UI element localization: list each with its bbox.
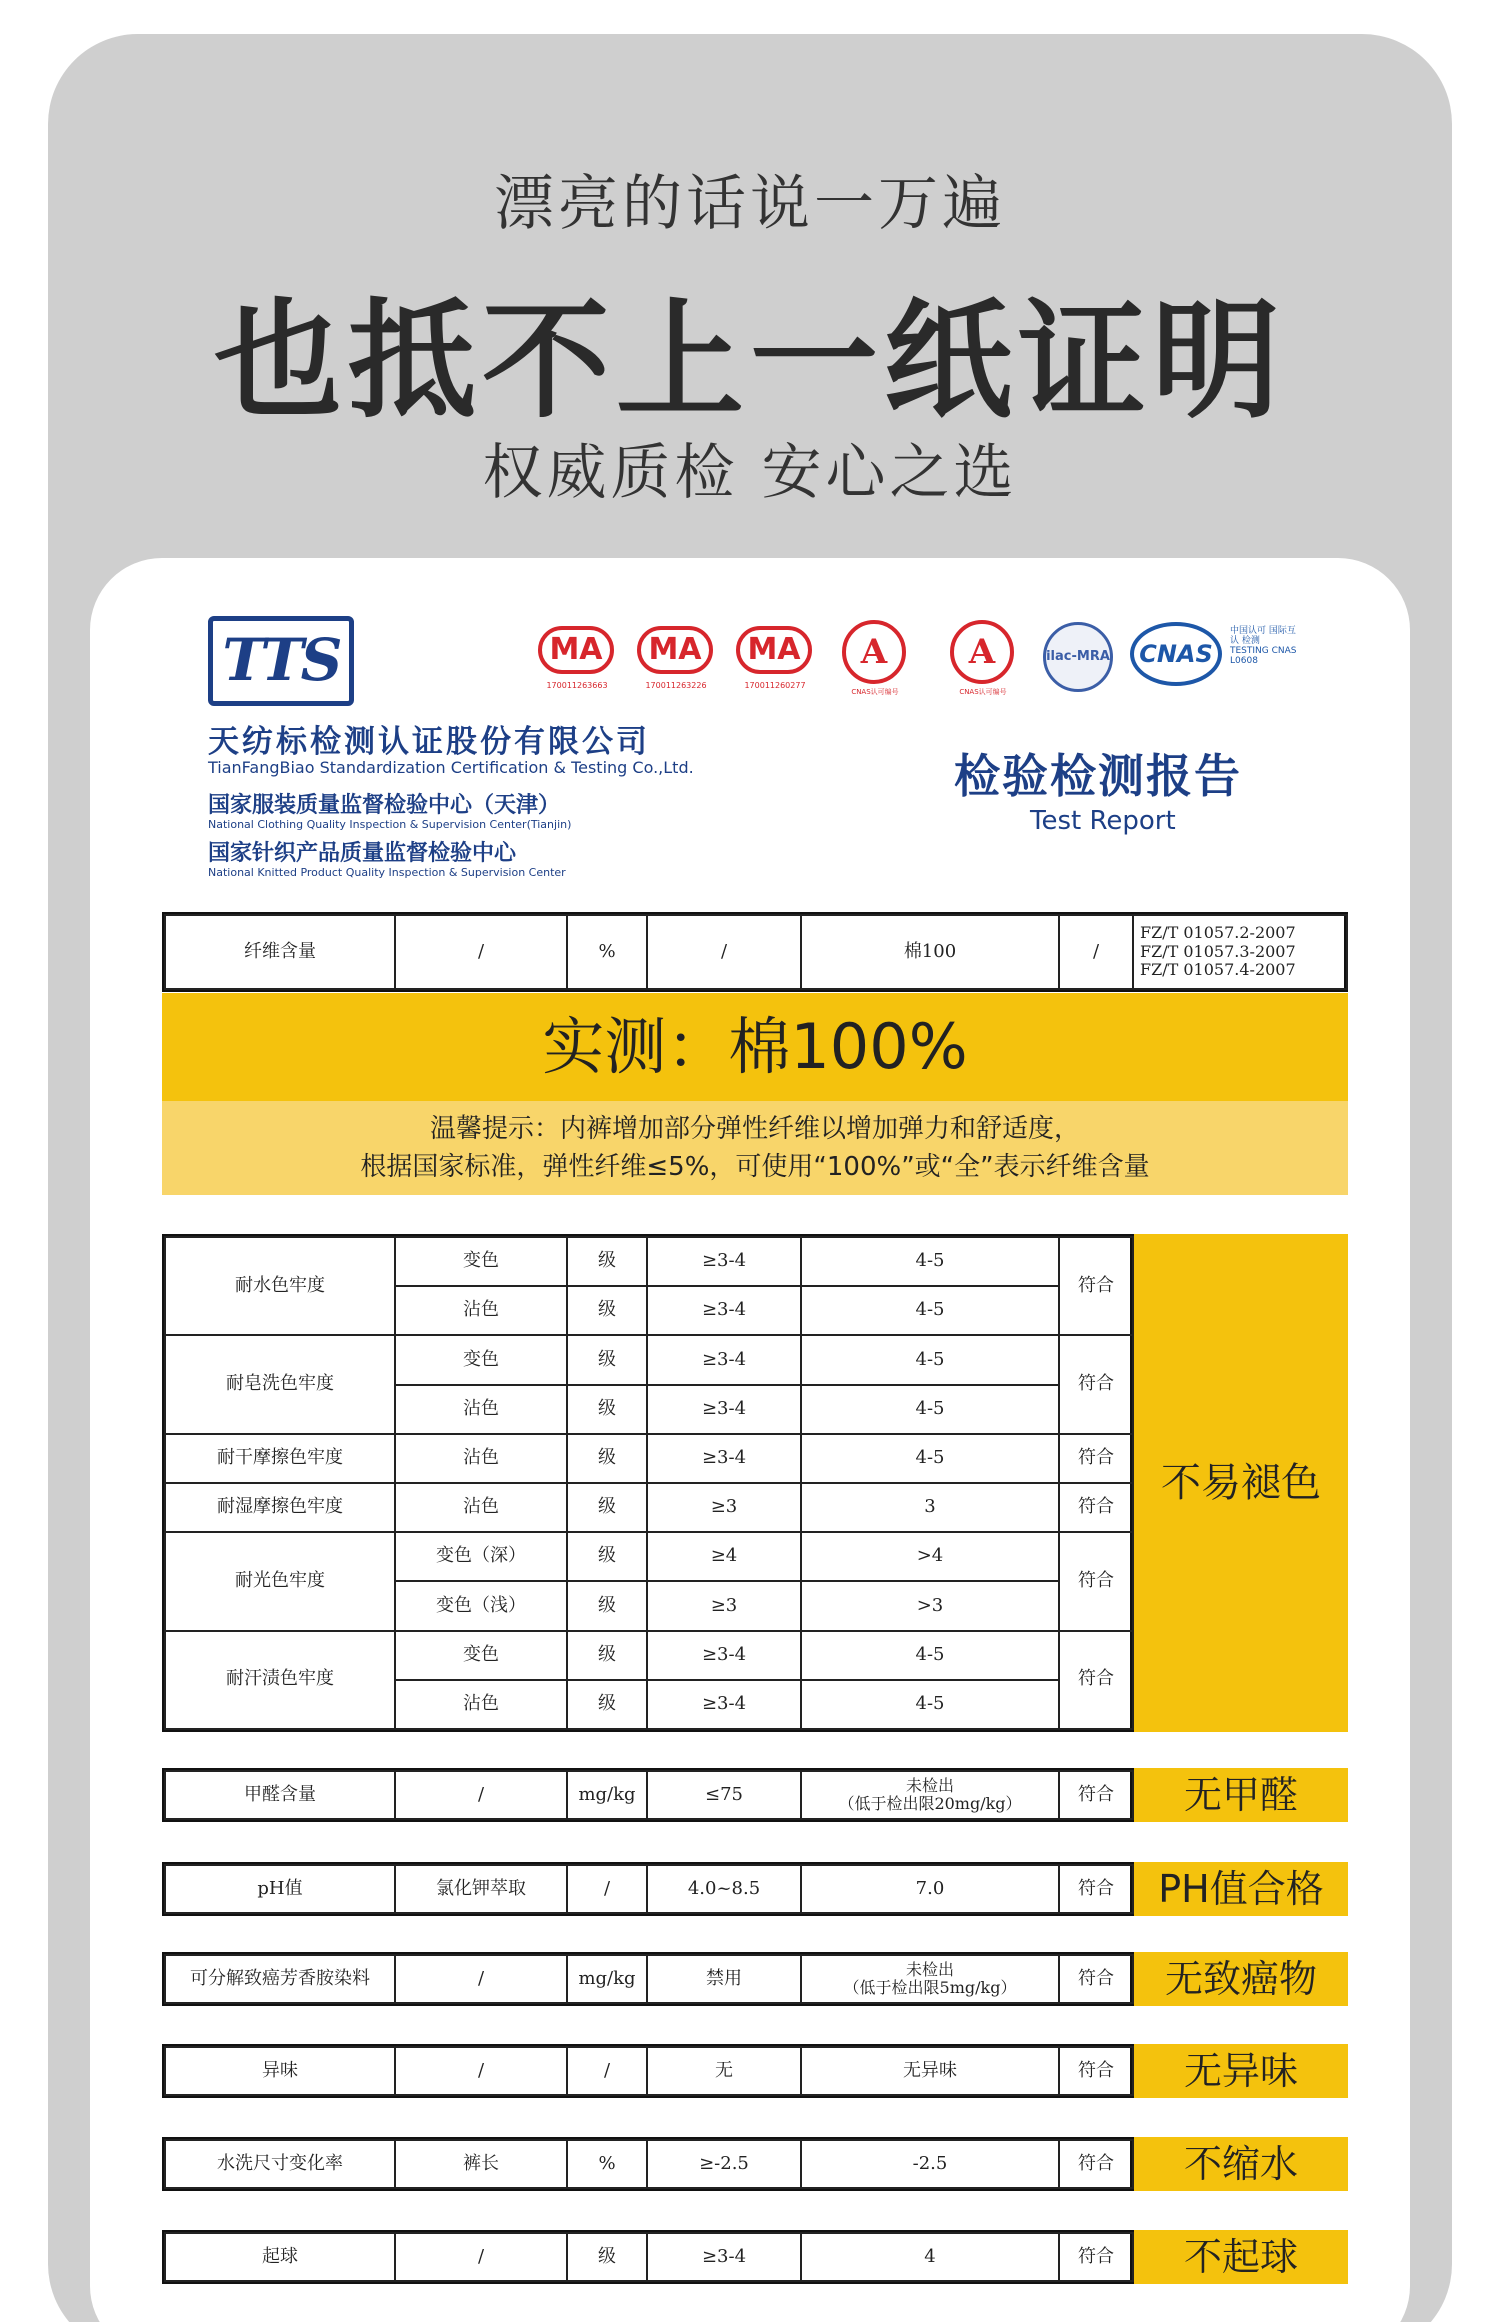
cf-result: 4-5 bbox=[801, 1385, 1059, 1434]
cf-unit: 级 bbox=[567, 1385, 647, 1434]
single-result-line-1: 4 bbox=[924, 2245, 936, 2267]
cal-logo-1: A bbox=[842, 620, 906, 684]
single-result-line-1: 未检出 bbox=[905, 1959, 954, 1979]
cnas-accreditation-text: 中国认可 国际互认 检测 TESTING CNAS L0608 bbox=[1230, 626, 1297, 666]
cf-unit: 级 bbox=[567, 1434, 647, 1483]
tip-line-1: 温馨提示：内裤增加部分弹性纤维以增加弹力和舒适度， bbox=[429, 1114, 1080, 1144]
single-result bbox=[801, 1865, 1059, 1913]
tts-logo: TTS bbox=[208, 616, 354, 706]
cma-logo-1: MA bbox=[538, 626, 614, 674]
single-result-line-2: （低于检出限5mg/kg） bbox=[843, 1978, 1017, 1997]
cf-result: 4-5 bbox=[801, 1335, 1059, 1384]
single-method: 裤长 bbox=[395, 2140, 567, 2188]
cf-unit: 级 bbox=[567, 1631, 647, 1680]
single-item: pH值 bbox=[165, 1865, 395, 1913]
fiber-standards bbox=[1133, 915, 1347, 989]
cf-result: 4-5 bbox=[801, 1237, 1059, 1286]
single-result-line-1: 无异味 bbox=[903, 2059, 957, 2081]
single-method: / bbox=[395, 1955, 567, 2003]
cnas-logo: CNAS bbox=[1130, 622, 1222, 686]
single-row-tag: 无甲醛 bbox=[1134, 1768, 1348, 1822]
colorfastness-table bbox=[164, 1236, 1134, 1730]
single-row-tag: 无致癌物 bbox=[1134, 1952, 1348, 2006]
cf-req: ≥3-4 bbox=[647, 1434, 801, 1483]
single-result bbox=[801, 2140, 1059, 2188]
cf-item-4: 耐湿摩擦色牢度 bbox=[165, 1483, 395, 1532]
single-judgement: 符合 bbox=[1059, 1865, 1133, 1913]
single-unit: mg/kg bbox=[567, 1771, 647, 1819]
single-item: 水洗尺寸变化率 bbox=[165, 2140, 395, 2188]
single-requirement: ≥-2.5 bbox=[647, 2140, 801, 2188]
cf-item-2: 耐皂洗色牢度 bbox=[165, 1335, 395, 1433]
single-result-line-1: 未检出 bbox=[905, 1775, 954, 1795]
single-requirement: 禁用 bbox=[647, 1955, 801, 2003]
single-judgement: 符合 bbox=[1059, 2047, 1133, 2095]
cf-judgement-4: 符合 bbox=[1059, 1483, 1133, 1532]
single-unit: % bbox=[567, 2140, 647, 2188]
cf-unit: 级 bbox=[567, 1532, 647, 1581]
cf-result: 4-5 bbox=[801, 1631, 1059, 1680]
cf-unit: 级 bbox=[567, 1581, 647, 1630]
cf-sub: 沾色 bbox=[395, 1680, 567, 1729]
cf-req: ≥3-4 bbox=[647, 1631, 801, 1680]
cf-result: >4 bbox=[801, 1532, 1059, 1581]
single-requirement: ≥3-4 bbox=[647, 2233, 801, 2281]
cf-req: ≥3-4 bbox=[647, 1237, 801, 1286]
cf-result: 4-5 bbox=[801, 1434, 1059, 1483]
cf-sub: 沾色 bbox=[395, 1385, 567, 1434]
cf-item-5: 耐光色牢度 bbox=[165, 1532, 395, 1630]
cal-logo-2: A bbox=[950, 620, 1014, 684]
cma-number-2: 170011263226 bbox=[645, 681, 707, 690]
report-title-en: Test Report bbox=[1030, 806, 1176, 836]
cf-judgement-5: 符合 bbox=[1059, 1532, 1133, 1630]
cf-sub: 变色（浅） bbox=[395, 1581, 567, 1630]
inspection-center-2-cn: 国家针织产品质量监督检验中心 bbox=[208, 840, 517, 866]
single-result bbox=[801, 2233, 1059, 2281]
cal-number-1: CNAS认可编号 bbox=[851, 688, 899, 696]
cf-sub: 变色 bbox=[395, 1335, 567, 1384]
cf-result: 3 bbox=[801, 1483, 1059, 1532]
cf-req: ≥3 bbox=[647, 1483, 801, 1532]
single-item: 异味 bbox=[165, 2047, 395, 2095]
inspection-center-1-en: National Clothing Quality Inspection & Supervision Center(Tianjin) bbox=[208, 818, 572, 831]
single-row-tag: 不起球 bbox=[1134, 2230, 1348, 2284]
headline-line-2: 也抵不上一纸证明 bbox=[213, 287, 1286, 436]
cf-judgement-1: 符合 bbox=[1059, 1237, 1133, 1335]
inspection-center-1-cn: 国家服装质量监督检验中心（天津） bbox=[208, 792, 561, 818]
single-unit: mg/kg bbox=[567, 1955, 647, 2003]
cf-judgement-2: 符合 bbox=[1059, 1335, 1133, 1433]
cf-result: >3 bbox=[801, 1581, 1059, 1630]
cf-judgement-6: 符合 bbox=[1059, 1631, 1133, 1730]
single-row-tag: 无异味 bbox=[1134, 2044, 1348, 2098]
single-item: 起球 bbox=[165, 2233, 395, 2281]
fiber-requirement: / bbox=[647, 915, 801, 989]
single-requirement: 无 bbox=[647, 2047, 801, 2095]
tip-banner bbox=[162, 1101, 1348, 1195]
fiber-unit: % bbox=[567, 915, 647, 989]
company-name-en: TianFangBiao Standardization Certification & Testing Co.,Ltd. bbox=[208, 758, 694, 777]
single-result bbox=[801, 1955, 1059, 2003]
cf-item-3: 耐干摩擦色牢度 bbox=[165, 1434, 395, 1483]
company-name-cn: 天纺标检测认证股份有限公司 bbox=[208, 724, 650, 760]
cf-unit: 级 bbox=[567, 1237, 647, 1286]
single-unit: 级 bbox=[567, 2233, 647, 2281]
cf-sub: 沾色 bbox=[395, 1286, 567, 1335]
single-judgement: 符合 bbox=[1059, 1771, 1133, 1819]
cf-item-6: 耐汗渍色牢度 bbox=[165, 1631, 395, 1730]
cf-result: 4-5 bbox=[801, 1286, 1059, 1335]
single-unit: / bbox=[567, 1865, 647, 1913]
cma-logo-3: MA bbox=[736, 626, 812, 674]
cf-req: ≥3-4 bbox=[647, 1680, 801, 1729]
single-method: / bbox=[395, 2047, 567, 2095]
cf-sub: 变色（深） bbox=[395, 1532, 567, 1581]
colorfastness-tag: 不易褪色 bbox=[1134, 1234, 1348, 1732]
cf-req: ≥3-4 bbox=[647, 1385, 801, 1434]
single-row-table bbox=[164, 2139, 1134, 2189]
headline-line-1: 漂亮的话说一万遍 bbox=[494, 169, 1006, 239]
single-row-table bbox=[164, 1954, 1134, 2004]
single-row-table bbox=[164, 2046, 1134, 2096]
single-unit: / bbox=[567, 2047, 647, 2095]
cf-item-1: 耐水色牢度 bbox=[165, 1237, 395, 1335]
ilac-mra-logo: ilac-MRA bbox=[1043, 622, 1113, 692]
single-result-line-1: 7.0 bbox=[915, 1877, 945, 1899]
fiber-judgement: / bbox=[1059, 915, 1133, 989]
inspection-center-2-en: National Knitted Product Quality Inspection & Supervision Center bbox=[208, 866, 566, 879]
cf-unit: 级 bbox=[567, 1483, 647, 1532]
report-title-cn: 检验检测报告 bbox=[954, 749, 1242, 803]
cf-sub: 变色 bbox=[395, 1237, 567, 1286]
cal-number-2: CNAS认可编号 bbox=[959, 688, 1007, 696]
single-item: 可分解致癌芳香胺染料 bbox=[165, 1955, 395, 2003]
headline-line-3: 权威质检 安心之选 bbox=[482, 438, 1018, 508]
cf-req: ≥3-4 bbox=[647, 1335, 801, 1384]
single-method: / bbox=[395, 1771, 567, 1819]
single-result bbox=[801, 2047, 1059, 2095]
cf-judgement-3: 符合 bbox=[1059, 1434, 1133, 1483]
cf-sub: 沾色 bbox=[395, 1434, 567, 1483]
single-method: / bbox=[395, 2233, 567, 2281]
cf-req: ≥3-4 bbox=[647, 1286, 801, 1335]
single-method: 氯化钾萃取 bbox=[395, 1865, 567, 1913]
fiber-result: 棉100 bbox=[801, 915, 1059, 989]
single-row-table bbox=[164, 1770, 1134, 1820]
cf-req: ≥4 bbox=[647, 1532, 801, 1581]
cma-logo-2: MA bbox=[637, 626, 713, 674]
fiber-content-table bbox=[164, 914, 1348, 990]
single-row-tag: PH值合格 bbox=[1134, 1862, 1348, 1916]
tip-line-2: 根据国家标准，弹性纤维≤5%，可使用“100%”或“全”表示纤维含量 bbox=[360, 1152, 1150, 1182]
single-result-line-2: （低于检出限20mg/kg） bbox=[838, 1794, 1022, 1813]
fiber-method: / bbox=[395, 915, 567, 989]
single-row-table bbox=[164, 2232, 1134, 2282]
cma-number-1: 170011263663 bbox=[546, 681, 608, 690]
single-result bbox=[801, 1771, 1059, 1819]
standard-3: FZ/T 01057.4-2007 bbox=[1140, 960, 1296, 980]
cf-sub: 沾色 bbox=[395, 1483, 567, 1532]
cf-req: ≥3 bbox=[647, 1581, 801, 1630]
cma-number-3: 170011260277 bbox=[744, 681, 806, 690]
single-result-line-1: -2.5 bbox=[912, 2152, 948, 2174]
cf-unit: 级 bbox=[567, 1680, 647, 1729]
single-requirement: 4.0~8.5 bbox=[647, 1865, 801, 1913]
measured-banner: 实测：棉100% bbox=[162, 993, 1348, 1101]
cf-result: 4-5 bbox=[801, 1680, 1059, 1729]
single-row-tag: 不缩水 bbox=[1134, 2137, 1348, 2191]
cf-unit: 级 bbox=[567, 1335, 647, 1384]
standard-1: FZ/T 01057.2-2007 bbox=[1140, 923, 1296, 943]
cf-sub: 变色 bbox=[395, 1631, 567, 1680]
single-requirement: ≤75 bbox=[647, 1771, 801, 1819]
single-row-table bbox=[164, 1864, 1134, 1914]
single-item: 甲醛含量 bbox=[165, 1771, 395, 1819]
single-judgement: 符合 bbox=[1059, 2140, 1133, 2188]
standard-2: FZ/T 01057.3-2007 bbox=[1140, 941, 1296, 961]
single-judgement: 符合 bbox=[1059, 1955, 1133, 2003]
single-judgement: 符合 bbox=[1059, 2233, 1133, 2281]
fiber-item: 纤维含量 bbox=[165, 915, 395, 989]
cf-unit: 级 bbox=[567, 1286, 647, 1335]
